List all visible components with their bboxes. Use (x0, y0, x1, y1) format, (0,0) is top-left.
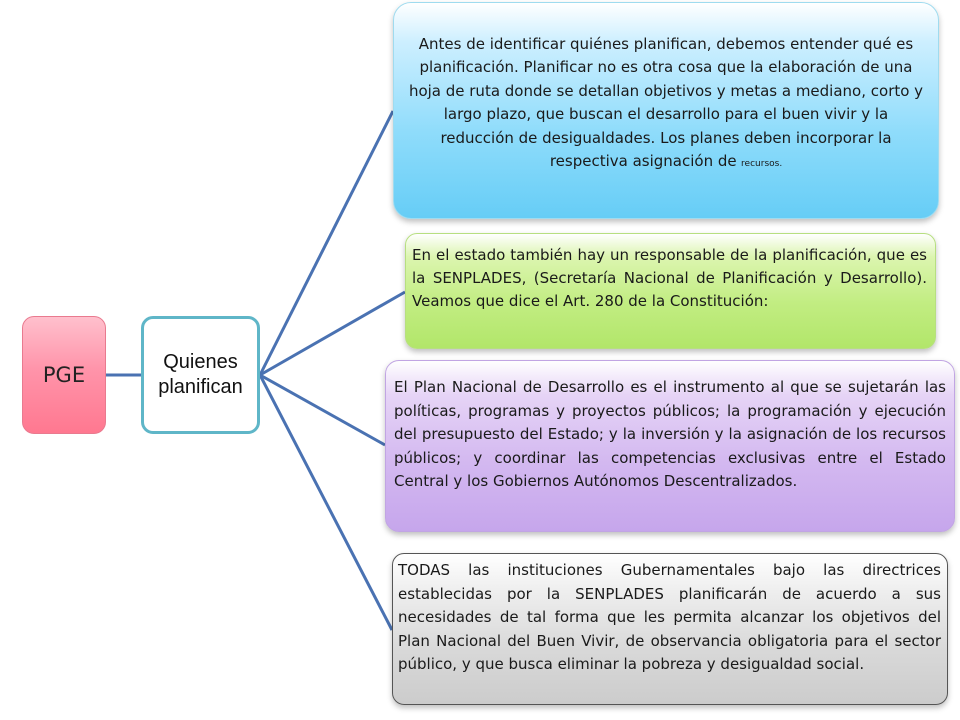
node-quienes-planifican (141, 316, 260, 434)
node-definition-text: Antes de identificar quiénes planifican, debemos entender qué es planificación. Planificar no es otra cosa que la elaboración de una hoja de ruta donde se detallan objetivos y metas a mediano, corto y largo plazo, que buscan el desarrollo para el buen vivir y la reducción de desigualdades. Los planes deben incorporar la respectiva asignación de (408, 35, 924, 171)
node-todas-text: TODAS las instituciones Gubernamentales bajo las directrices establecidas por la SENPLADES planificarán de acuerdo a sus necesidades de tal forma que les permita alcanzar los objetivos del Plan Nacional del Buen Vivir, de observancia obligatoria para el sector público, y que busca eliminar la pobreza y desigualdad social. (398, 561, 941, 674)
node-definition-tail: recursos. (741, 159, 783, 170)
node-plan-text: El Plan Nacional de Desarrollo es el instrumento al que se sujetarán las políticas, programas y proyectos públicos; la programación y ejecución del presupuesto del Estado; y la inversión y la asignación de los recursos públicos; y coordinar las competencias exclusivas entre el Estado Central y los Gobiernos Autónomos Descentralizados. (394, 378, 946, 490)
node-senplades-text: En el estado también hay un responsable de la planificación, que es la SENPLADES, (Secretaría Nacional de Planificación y Desarrollo). Veamos que dice el Art. 280 de la Constitución: (412, 246, 927, 310)
node-todas-instituciones (392, 553, 948, 705)
node-plan-nacional (385, 360, 955, 532)
node-definition (393, 2, 939, 219)
node-senplades (405, 233, 936, 349)
node-pge (22, 316, 106, 434)
node-pge-label: PGE (42, 363, 86, 387)
node-quienes-label: Quienes planifican (158, 351, 243, 398)
